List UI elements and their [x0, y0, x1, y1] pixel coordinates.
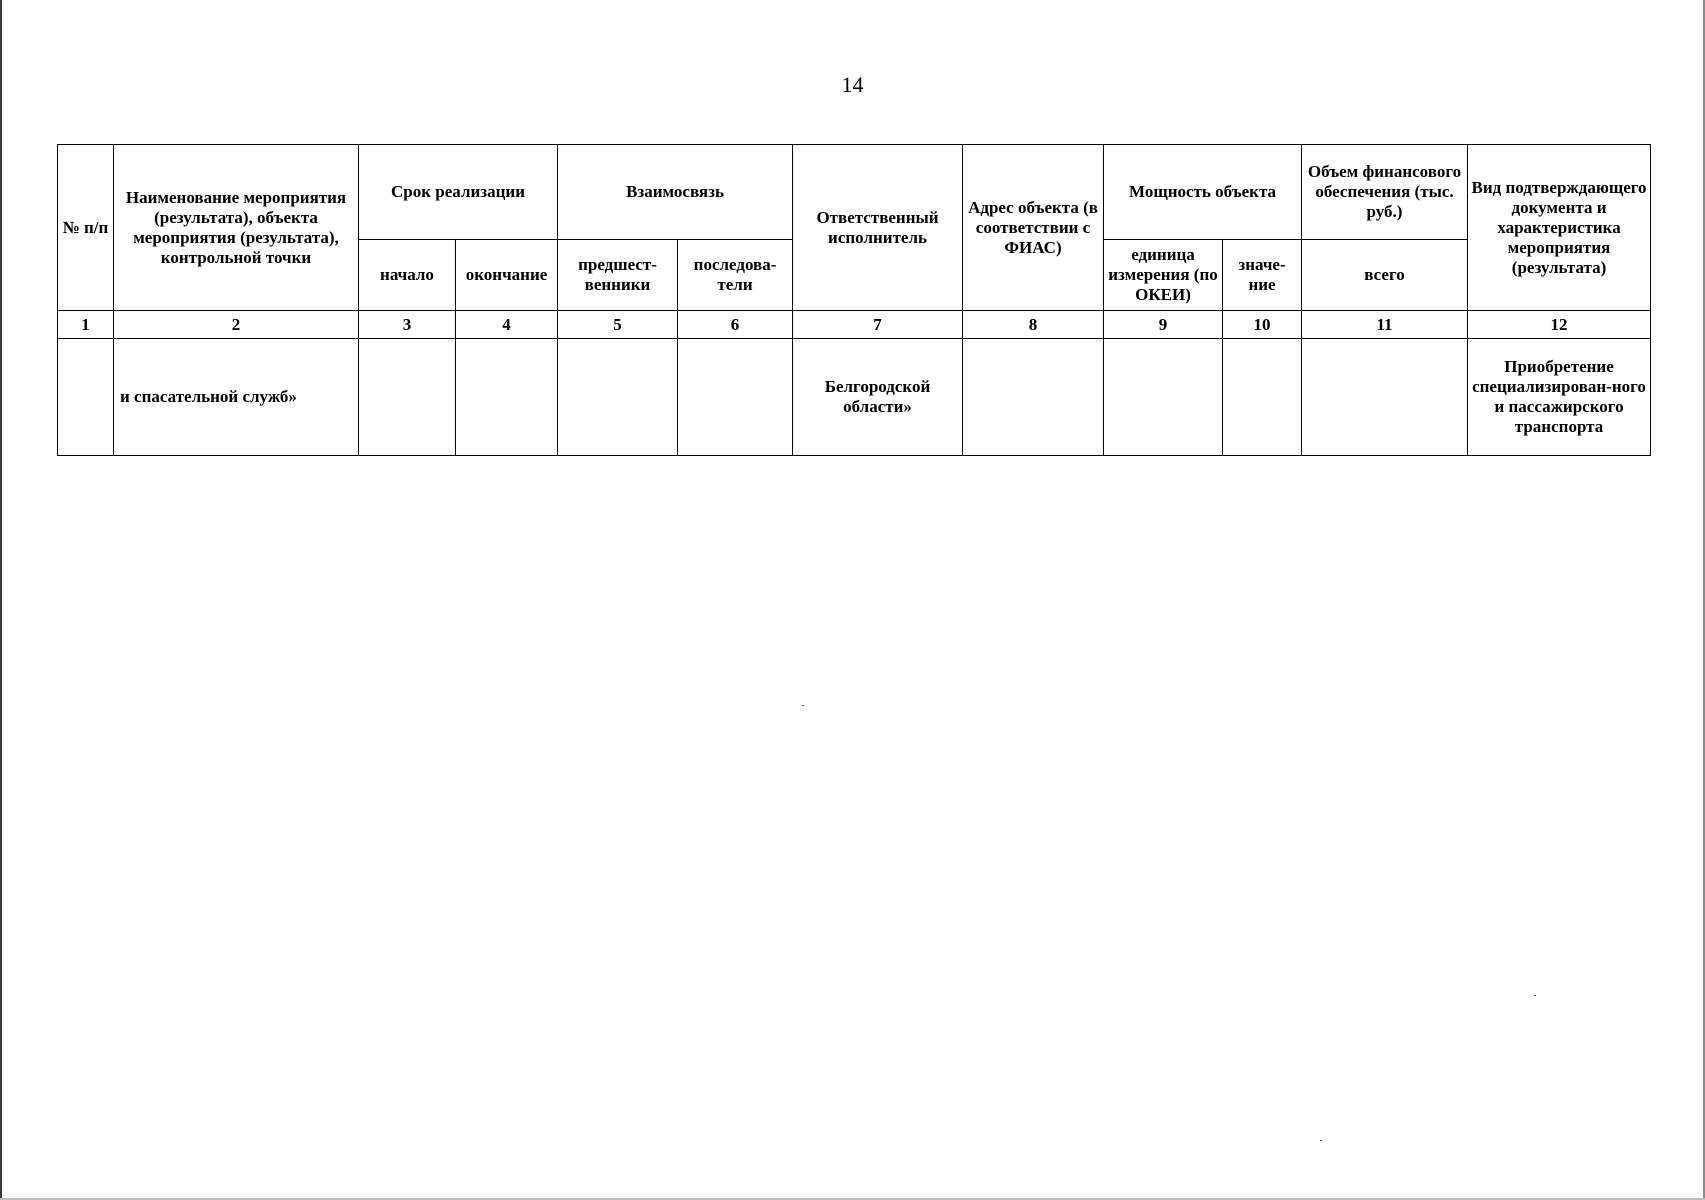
column-number: 4 — [456, 311, 558, 339]
column-number: 2 — [114, 311, 359, 339]
header-address: Адрес объекта (в соответствии с ФИАС) — [963, 145, 1104, 311]
header-predecessors: предшест-венники — [558, 240, 678, 311]
cell-doc-type: Приобретение специализирован-ного и пассажирского транспорта — [1468, 339, 1651, 456]
header-row-1 — [58, 145, 1651, 240]
column-number: 8 — [963, 311, 1104, 339]
header-term: Срок реализации — [359, 145, 558, 240]
header-name: Наименование мероприятия (результата), объекта мероприятия (результата), контрольной точки — [114, 145, 359, 311]
column-number: 1 — [58, 311, 114, 339]
header-relation: Взаимосвязь — [558, 145, 793, 240]
scan-speck — [802, 705, 804, 706]
cell-executor: Белгородской области» — [793, 339, 963, 456]
scan-speck — [1534, 995, 1536, 996]
cell-unit — [1104, 339, 1223, 456]
cell-total — [1302, 339, 1468, 456]
column-number: 7 — [793, 311, 963, 339]
column-number: 9 — [1104, 311, 1223, 339]
header-executor: Ответственный исполнитель — [793, 145, 963, 311]
table-row — [58, 339, 1651, 456]
column-number: 12 — [1468, 311, 1651, 339]
header-unit: единица измерения (по ОКЕИ) — [1104, 240, 1223, 311]
header-term-end: окончание — [456, 240, 558, 311]
cell-address — [963, 339, 1104, 456]
header-num: № п/п — [58, 145, 114, 311]
cell-predecessors — [558, 339, 678, 456]
column-number: 10 — [1223, 311, 1302, 339]
scan-edge-left — [0, 0, 2, 1200]
header-total: всего — [1302, 240, 1468, 311]
header-term-start: начало — [359, 240, 456, 311]
column-number: 5 — [558, 311, 678, 339]
header-capacity: Мощность объекта — [1104, 145, 1302, 240]
column-number: 3 — [359, 311, 456, 339]
cell-successors — [678, 339, 793, 456]
column-number: 11 — [1302, 311, 1468, 339]
column-number-row — [58, 311, 1651, 339]
page-number: 14 — [841, 72, 864, 97]
scan-speck — [1320, 1140, 1322, 1141]
cell-value — [1223, 339, 1302, 456]
cell-num — [58, 339, 114, 456]
cell-name: и спасательной служб» — [114, 339, 359, 456]
cell-term-start — [359, 339, 456, 456]
header-funding: Объем финансового обеспечения (тыс. руб.) — [1302, 145, 1468, 240]
column-number: 6 — [678, 311, 793, 339]
header-doc-type: Вид подтверждающего документа и характеристика мероприятия (результата) — [1468, 145, 1651, 311]
plan-table — [57, 144, 1651, 456]
header-successors: последова-тели — [678, 240, 793, 311]
cell-term-end — [456, 339, 558, 456]
header-value: значе-ние — [1223, 240, 1302, 311]
